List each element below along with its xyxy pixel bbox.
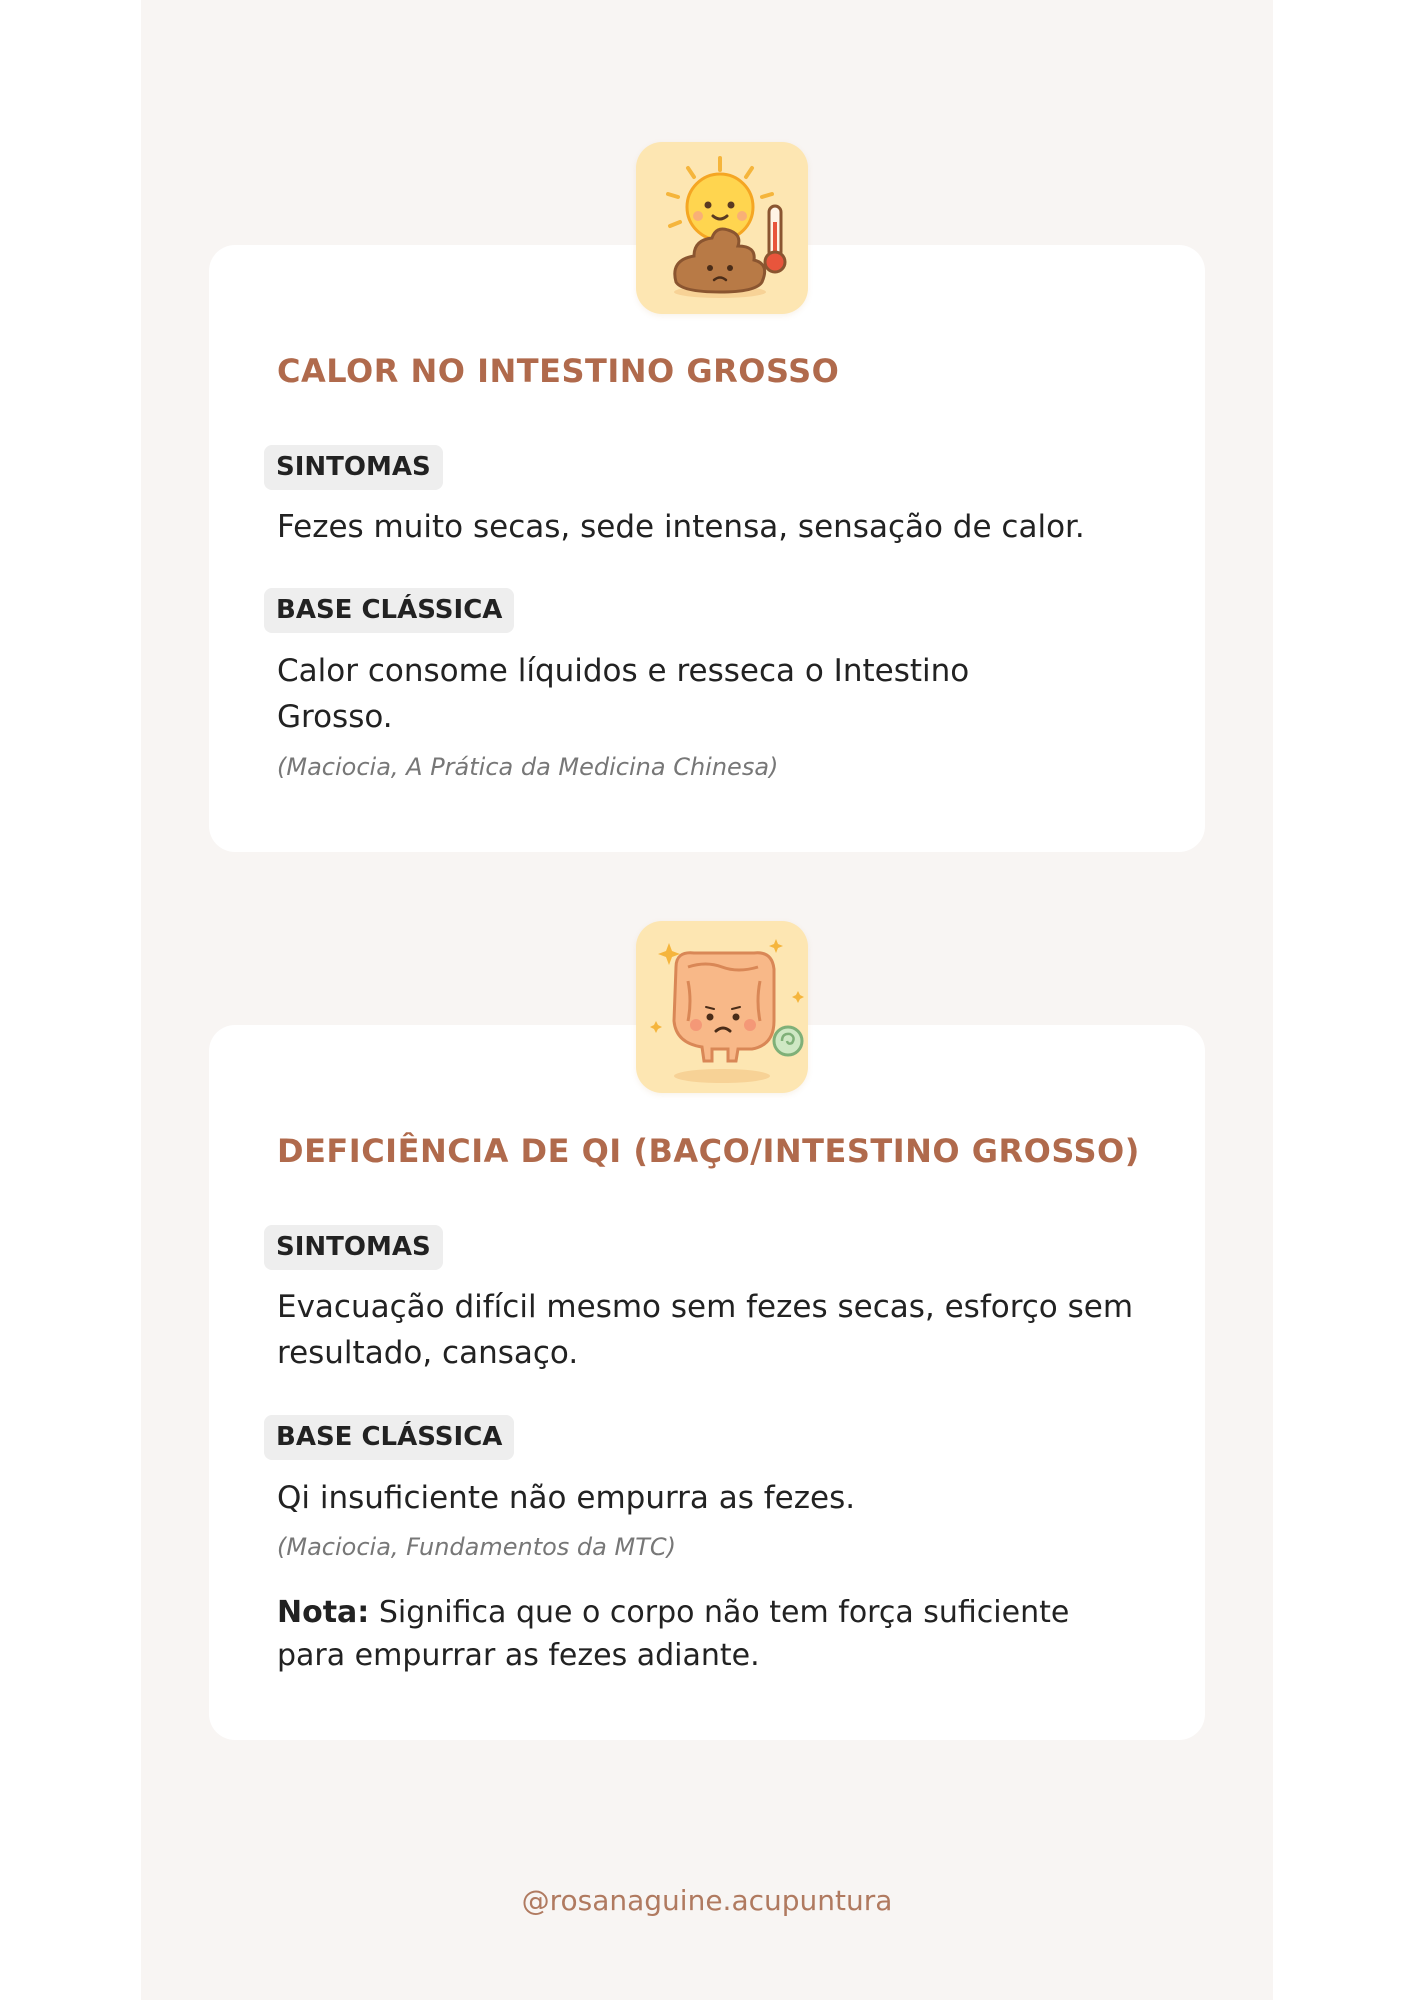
symptoms-label: SINTOMAS — [264, 445, 443, 490]
sun-stool-thermometer-icon — [636, 142, 808, 314]
base-text: Qi insuficiente não empurra as fezes. — [277, 1480, 856, 1516]
card-heat-large-intestine — [209, 245, 1205, 852]
base-label: BASE CLÁSSICA — [264, 588, 514, 633]
page — [141, 0, 1273, 2000]
tired-intestine-icon — [636, 921, 808, 1093]
reference-text: (Maciocia, Fundamentos da MTC) — [277, 1533, 676, 1561]
symptoms-text: Fezes muito secas, sede intensa, sensação de calor. — [277, 509, 1085, 545]
base-label: BASE CLÁSSICA — [264, 1415, 514, 1460]
section-title: DEFICIÊNCIA DE QI (BAÇO/INTESTINO GROSSO) — [277, 1132, 1140, 1170]
note-text — [277, 1591, 1127, 1677]
symptoms-text: Evacuação difícil mesmo sem fezes secas, esforço sem resultado, cansaço. — [277, 1289, 1134, 1371]
note-body: Significa que o corpo não tem força suficiente para empurrar as fezes adiante. — [277, 1595, 1070, 1673]
footer-handle: @rosanaguine.acupuntura — [521, 1884, 893, 1917]
note-label: Nota: — [277, 1595, 370, 1630]
card-qi-deficiency — [209, 1025, 1205, 1740]
base-text: Calor consome líquidos e resseca o Intestino Grosso. — [277, 653, 970, 735]
symptoms-label: SINTOMAS — [264, 1225, 443, 1270]
section-title: CALOR NO INTESTINO GROSSO — [277, 352, 840, 390]
reference-text: (Maciocia, A Prática da Medicina Chinesa) — [277, 753, 779, 781]
